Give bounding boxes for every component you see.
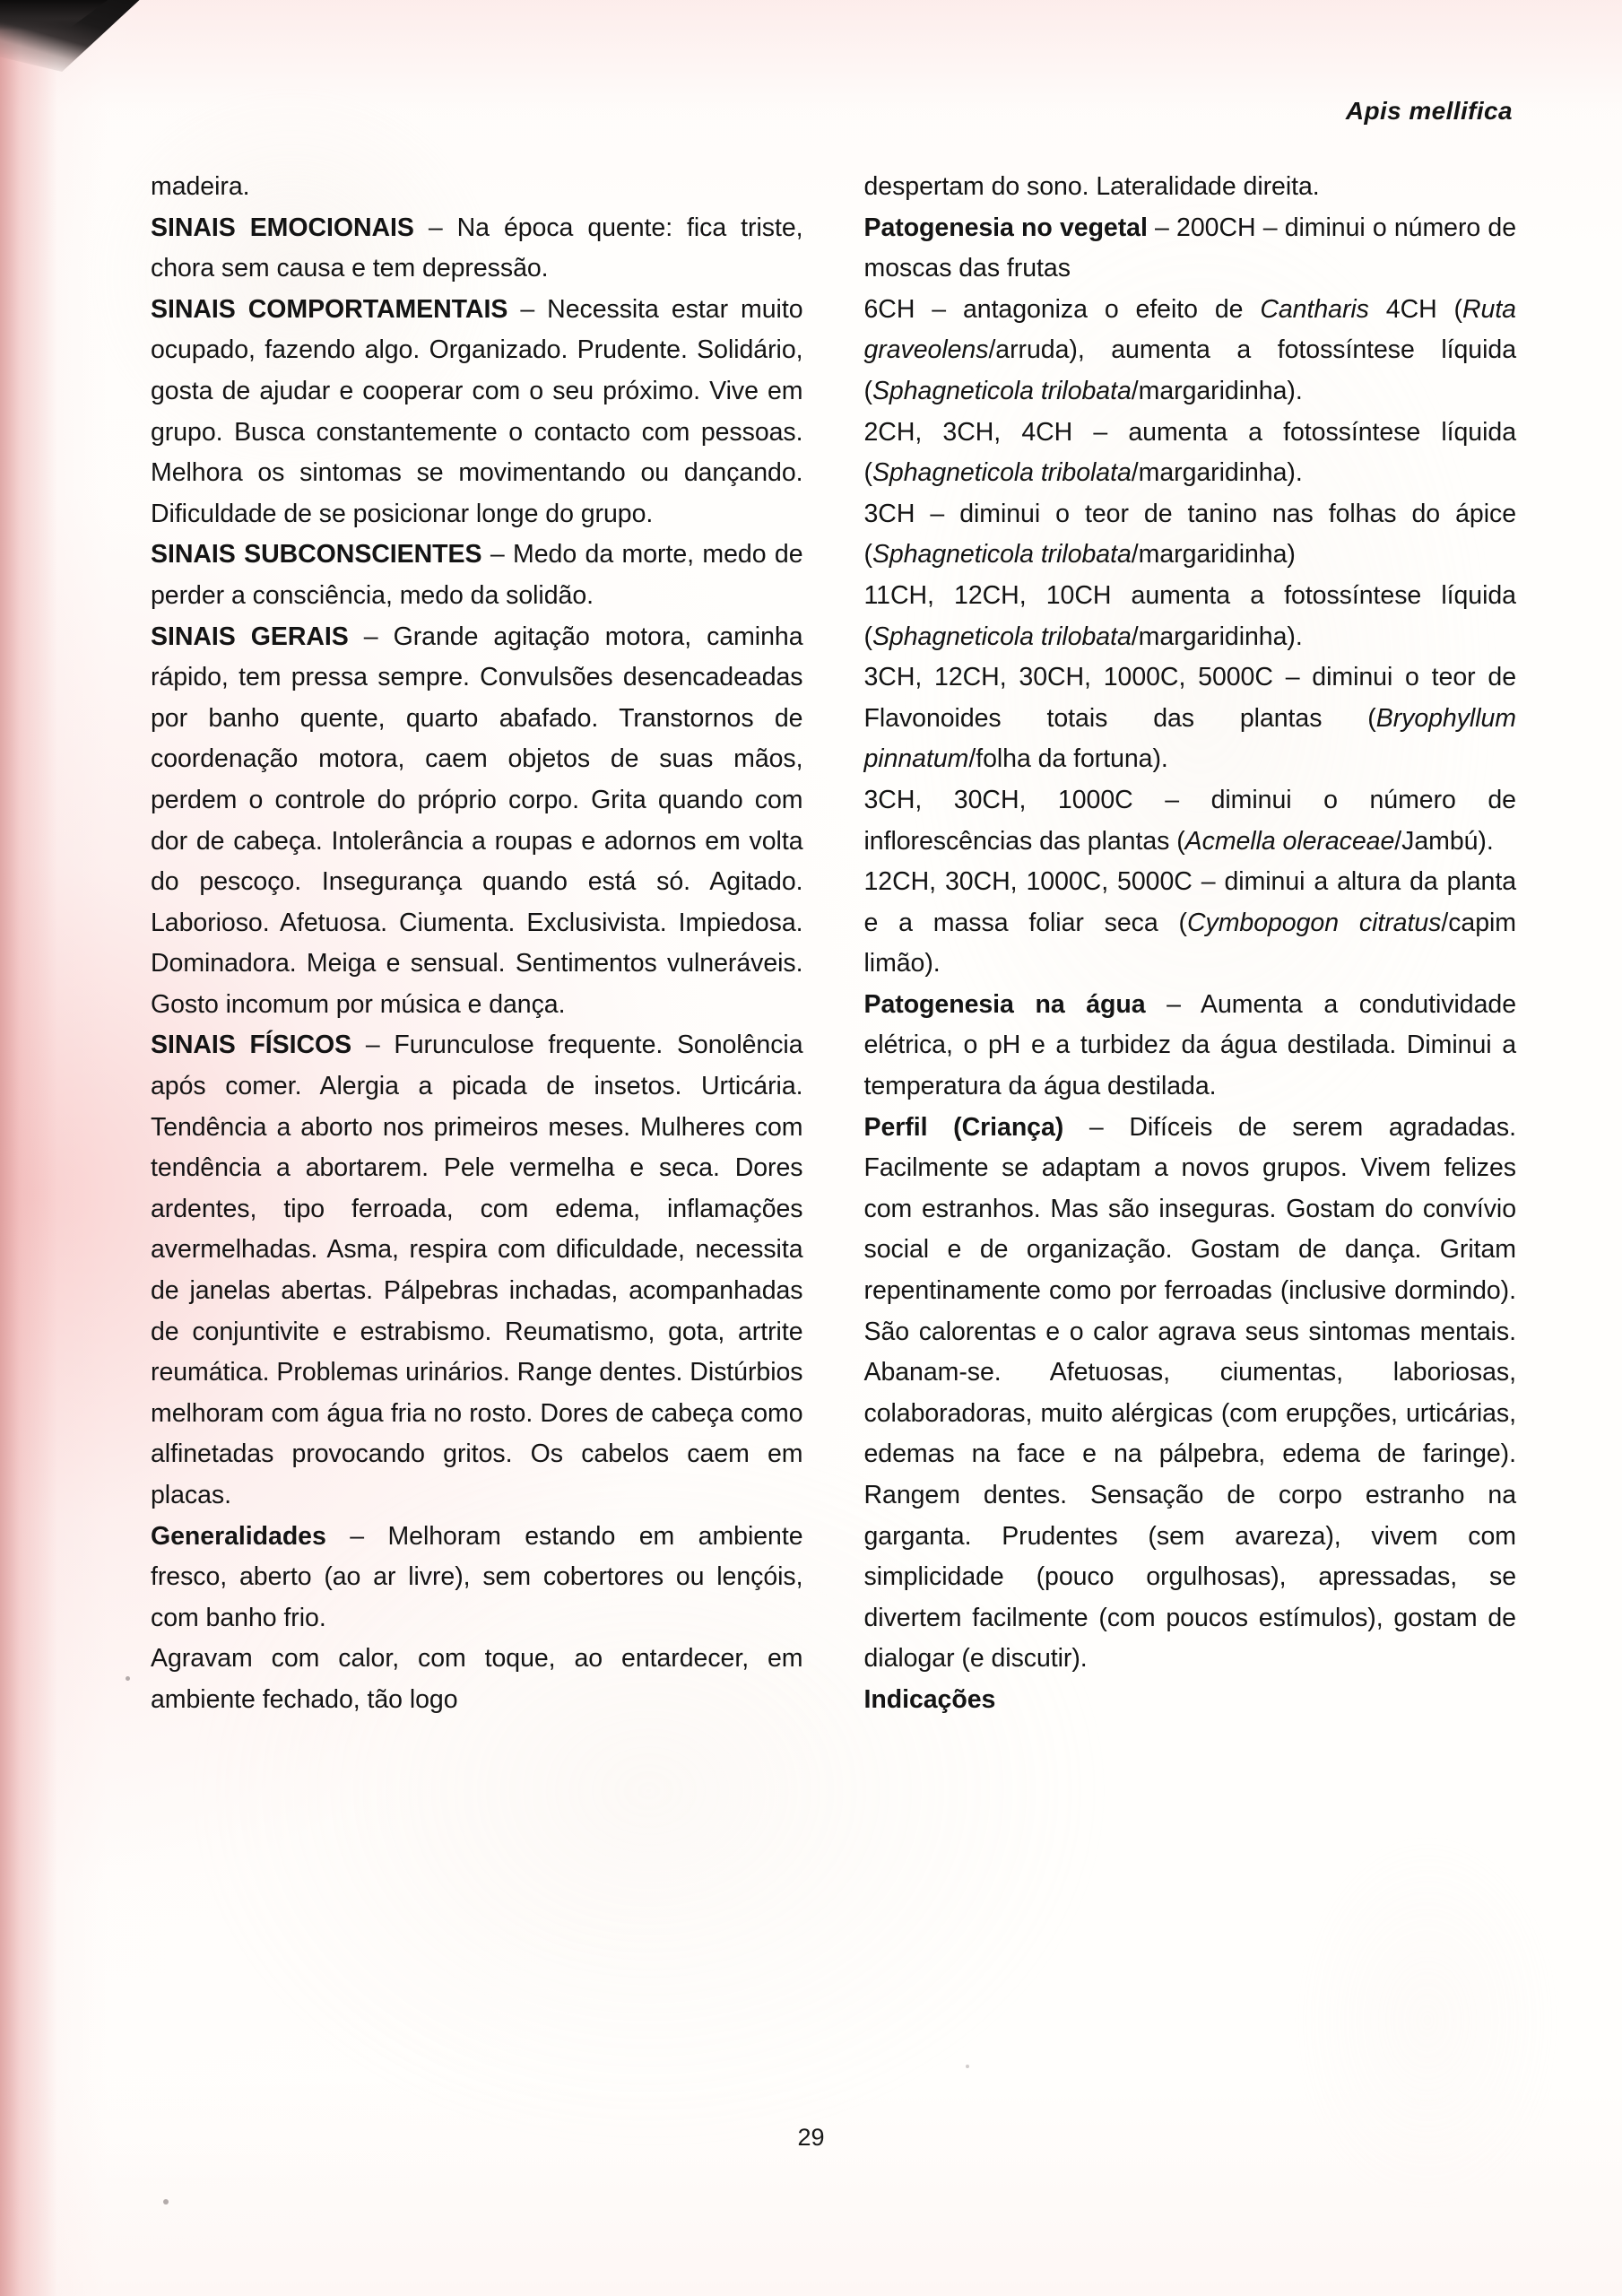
body-text: Agravam com calor, com toque, ao entardecer, em ambiente fechado, tão logo bbox=[151, 1644, 803, 1714]
paragraph bbox=[864, 1108, 1517, 1680]
body-text: – 200CH – diminui o número de moscas das frutas bbox=[863, 213, 1516, 283]
body-text: 3CH – diminui o teor de tanino nas folhas do ápice ( bbox=[863, 499, 1516, 570]
scientific-name: Sphagneticola trilobata bbox=[872, 540, 1132, 570]
right-text-column bbox=[864, 167, 1517, 1721]
body-text: – Na época quente: fica triste, chora sem causa e tem depressão. bbox=[151, 213, 803, 283]
paragraph bbox=[864, 985, 1517, 1108]
paragraph bbox=[864, 208, 1517, 290]
scan-speck bbox=[126, 1676, 130, 1681]
scan-speck bbox=[966, 2065, 969, 2068]
section-heading: SINAIS SUBCONSCIENTES bbox=[151, 540, 482, 570]
body-text: /capim limão). bbox=[863, 908, 1516, 978]
paragraph bbox=[151, 290, 803, 535]
paragraph bbox=[864, 1680, 1517, 1721]
section-heading: Patogenesia no vegetal bbox=[863, 213, 1148, 242]
body-text: 3CH, 12CH, 30CH, 1000C, 5000C – diminui o teor de Flavonoides totais das plantas ( bbox=[863, 663, 1516, 733]
body-text: /folha da fortuna). bbox=[968, 744, 1168, 774]
scientific-name: Acmella oleraceae bbox=[1184, 826, 1395, 856]
body-text: /arruda), aumenta a fotossíntese líquida ( bbox=[863, 335, 1516, 405]
paragraph bbox=[151, 208, 803, 290]
section-heading: SINAIS GERAIS bbox=[151, 622, 349, 651]
paragraph bbox=[864, 576, 1517, 657]
section-heading: SINAIS COMPORTAMENTAIS bbox=[151, 294, 508, 324]
paragraph bbox=[151, 535, 803, 616]
scientific-name: Ruta graveolens bbox=[863, 294, 1516, 365]
paragraph bbox=[864, 494, 1517, 576]
body-text: 3CH, 30CH, 1000C – diminui o número de inflorescências das plantas ( bbox=[863, 785, 1516, 856]
body-text: 12CH, 30CH, 1000C, 5000C – diminui a altura da planta e a massa foliar seca ( bbox=[863, 867, 1516, 937]
section-heading: Perfil (Criança) bbox=[863, 1112, 1064, 1142]
scientific-name: Sphagneticola trilobata bbox=[872, 622, 1132, 651]
paragraph bbox=[151, 1639, 803, 1720]
paragraph bbox=[864, 862, 1517, 985]
paragraph bbox=[864, 167, 1517, 208]
section-heading: Generalidades bbox=[151, 1521, 326, 1551]
body-text: – Aumenta a condutividade elétrica, o pH e a turbidez da água destilada. Diminui a temperatura da água destilada. bbox=[863, 989, 1516, 1101]
running-head-title: Apis mellifica bbox=[1345, 97, 1513, 125]
scan-speck bbox=[163, 2199, 169, 2205]
body-text: /margaridinha). bbox=[1131, 458, 1303, 488]
page-number: 29 bbox=[797, 2124, 825, 2151]
body-text: – Furunculose frequente. Sonolência após comer. Alergia a picada de insetos. Urticária. Tendência a aborto nos primeiros meses. Mulheres com tendência a abortarem. Pele vermelha e seca. Dores ardentes, tipo ferroada, com edema, inflamações avermelhadas. Asma, respira com dificuldade, necessita de janelas abertas. Pálpebras inchadas, acompanhadas de conjuntivite e estrabismo. Reumatismo, gota, artrite reumática. Problemas urinários. Range dentes. Distúrbios melhoram com água fria no rosto. Dores de cabeça como alfinetadas provocando gritos. Os cabelos caem em placas. bbox=[151, 1031, 803, 1509]
paragraph bbox=[151, 617, 803, 1026]
body-text: 11CH, 12CH, 10CH aumenta a fotossíntese líquida ( bbox=[863, 580, 1516, 651]
section-heading: Patogenesia na água bbox=[863, 989, 1146, 1019]
scientific-name: Sphagneticola trilobata bbox=[872, 376, 1132, 405]
two-column-body bbox=[151, 167, 1516, 1721]
section-heading: Indicações bbox=[863, 1684, 996, 1714]
paragraph bbox=[864, 290, 1517, 413]
body-text: – Medo da morte, medo de perder a consciência, medo da solidão. bbox=[151, 540, 803, 610]
paragraph bbox=[864, 657, 1517, 780]
body-text: 6CH – antagoniza o efeito de bbox=[863, 294, 1261, 324]
left-text-column bbox=[151, 167, 803, 1721]
body-text: 2CH, 3CH, 4CH – aumenta a fotossíntese líquida ( bbox=[863, 417, 1516, 488]
paragraph bbox=[864, 780, 1517, 862]
paragraph bbox=[151, 1517, 803, 1639]
body-text: /Jambú). bbox=[1394, 826, 1494, 856]
body-text: /margaridinha) bbox=[1131, 540, 1296, 570]
scientific-name: Cantharis bbox=[1260, 294, 1369, 324]
section-heading: SINAIS EMOCIONAIS bbox=[151, 213, 414, 242]
scientific-name: Cymbopogon citratus bbox=[1186, 908, 1442, 937]
body-text: despertam do sono. Lateralidade direita. bbox=[863, 172, 1320, 201]
body-text: – Difíceis de serem agradadas. Facilmente se adaptam a novos grupos. Vivem felizes com estranhos. Mas são inseguras. Gostam do convívio social e de organização. Gostam de dança. Gritam repentinamente como por ferroadas (inclusive dormindo). São calorentas e o calor agrava seus sintomas mentais. Abanam-se. Afetuosas, ciumentas, laboriosas, colaboradoras, muito alérgicas (com erupções, urticárias, edemas na face e na pálpebra, edema de faringe). Rangem dentes. Sensação de corpo estranho na garganta. Prudentes (sem avareza), vivem com simplicidade (pouco orgulhosas), apressadas, se divertem facilmente (com poucos estímulos), gostam de dialogar (e discutir). bbox=[863, 1112, 1516, 1674]
body-text: /margaridinha). bbox=[1131, 376, 1303, 405]
body-text: – Necessita estar muito ocupado, fazendo algo. Organizado. Prudente. Solidário, gosta de ajudar e cooperar com o seu próximo. Vive em grupo. Busca constantemente o contacto com pessoas. Melhora os sintomas se movimentando ou dançando. Dificuldade de se posicionar longe do grupo. bbox=[151, 294, 803, 528]
body-text: /margaridinha). bbox=[1131, 622, 1303, 651]
scientific-name: Sphagneticola tribolata bbox=[872, 458, 1132, 488]
body-text: – Melhoram estando em ambiente fresco, aberto (ao ar livre), sem cobertores ou lençóis, com banho frio. bbox=[151, 1521, 803, 1632]
paragraph bbox=[151, 1025, 803, 1516]
scientific-name: Bryophyllum pinnatum bbox=[863, 703, 1516, 774]
body-text: – Grande agitação motora, caminha rápido, tem pressa sempre. Convulsões desencadeadas por banho quente, quarto abafado. Transtornos de coordenação motora, caem objetos de suas mãos, perdem o controle do próprio corpo. Grita quando com dor de cabeça. Intolerância a roupas e adornos em volta do pescoço. Insegurança quando está só. Agitado. Laborioso. Afetuosa. Ciumenta. Exclusivista. Impiedosa. Dominadora. Meiga e sensual. Sentimentos vulneráveis. Gosto incomum por música e dança. bbox=[151, 622, 803, 1019]
body-text: 4CH ( bbox=[1368, 294, 1462, 324]
paragraph bbox=[151, 167, 803, 208]
body-text: madeira. bbox=[151, 172, 250, 201]
paragraph bbox=[864, 413, 1517, 494]
section-heading: SINAIS FÍSICOS bbox=[151, 1031, 352, 1060]
